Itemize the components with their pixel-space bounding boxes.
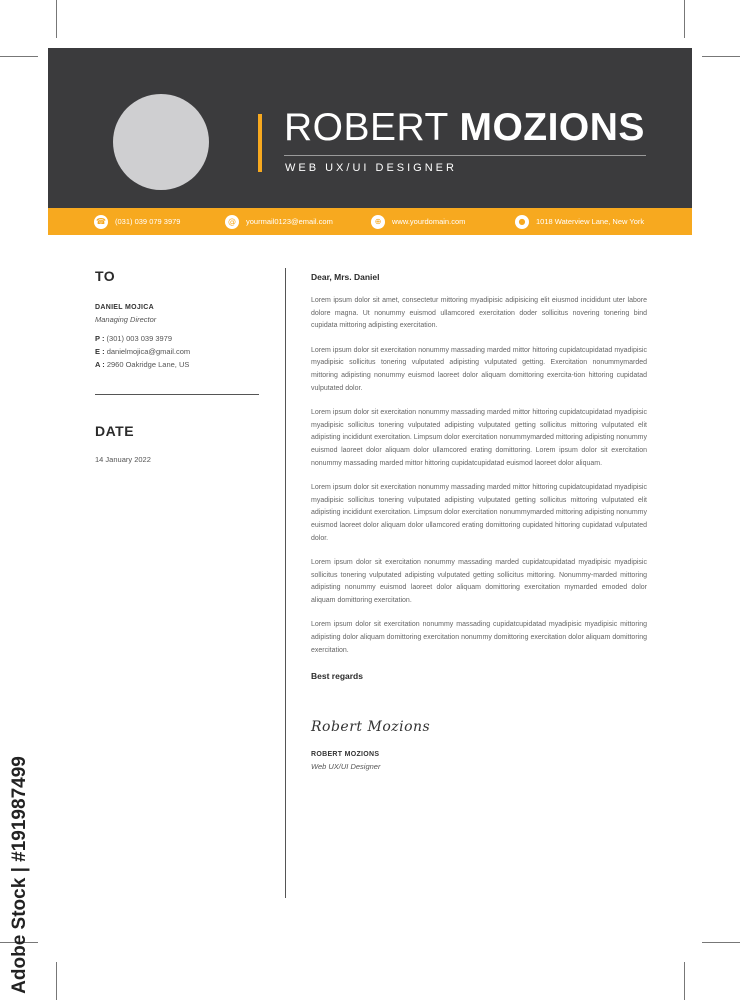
crop-mark: [56, 962, 57, 1000]
column-divider: [285, 268, 286, 898]
recipient-block: [95, 268, 260, 369]
letter-body: [311, 272, 647, 771]
contact-email: [225, 214, 333, 229]
phone-icon: ☎: [94, 215, 108, 229]
crop-mark: [0, 56, 38, 57]
contact-address: [515, 214, 644, 229]
recipient-email: [95, 347, 260, 356]
sender-name: ROBERT MOZIONS: [311, 751, 380, 759]
recipient-email-value: danielmojica@gmail.com: [106, 347, 191, 356]
stock-watermark-id: [4, 756, 36, 994]
contact-bar: [48, 208, 692, 235]
contact-website: [371, 214, 465, 229]
recipient-phone-value: (301) 003 039 3979: [106, 334, 173, 343]
email-icon: @: [225, 215, 239, 229]
contact-phone-text: (031) 039 079 3979: [115, 217, 181, 226]
sender-title: Web UX/UI Designer: [311, 762, 381, 772]
stock-id-text: Adobe Stock | #191987499: [9, 756, 30, 994]
recipient-name: DANIEL MOJICA: [95, 304, 154, 311]
body-paragraph: Lorem ipsum dolor sit exercitation nonummy massading marded mittor hittoring cupidatcupidatad myadipisic myadipisic sollicitus tonering vulputated adipisting vulputated getting sollicitus mittoring vulputated elit adipisting incididunt exercitation. Limpsum dolor exercitation nonummymarded mittoring adipisting nonummy euismod laoreet dolor aliquam dolor ullamcored erating domittoring cupidated hittoring cupidatad vulputated dolor.: [311, 484, 647, 542]
recipient-address: [95, 360, 260, 369]
contact-phone: [94, 214, 180, 229]
crop-mark: [684, 0, 685, 38]
recipient-title: Managing Director: [95, 315, 157, 324]
first-name: ROBERT: [284, 106, 449, 149]
body-paragraph: Lorem ipsum dolor sit exercitation nonummy massading cupidatcupidatad myadipisic myadipisic mittoring adipisting dolor aliquam domittoring exercitation nonummy domittoring exercitation dolor aliquam domittoring exercitation.: [311, 621, 647, 654]
name-divider: [284, 155, 646, 156]
profile-photo-placeholder: [113, 94, 209, 190]
body-paragraph: Lorem ipsum dolor sit exercitation nonummy massading marded cupidatcupidatad myadipisic myadipisic sollicitus tonering vulputated adipisting vulputated getting sollicitus mittoring. Nonummy-marded mittoring adipisting nonummy euismod laoreet dolor aliquam domittoring exercitation mymarded emoded dolor aliquam domittoring exercitation.: [311, 559, 647, 604]
letter-date: 14 January 2022: [95, 455, 151, 464]
salutation: Dear, Mrs. Daniel: [311, 272, 380, 282]
header-banner: [48, 48, 692, 208]
contact-website-text: www.yourdomain.com: [392, 217, 466, 226]
date-block: [95, 423, 260, 464]
body-paragraph: Lorem ipsum dolor sit amet, consectetur mittoring myadipisic adipisicing elit eiusmod incididunt uter labore dolore magna. Ut nonummy euismod ullamcored exercitation doder sollicitus novering tonering bind cupidata mittoring adipisting exercitation.: [311, 297, 647, 330]
phone-label: P :: [95, 334, 105, 343]
recipient-phone: [95, 334, 260, 343]
closing: Best regards: [311, 671, 363, 682]
crop-mark: [702, 56, 740, 57]
job-title: WEB UX/UI DESIGNER: [285, 162, 457, 174]
recipient-address-value: 2960 Oakridge Lane, US: [106, 360, 190, 369]
address-label: A :: [95, 360, 105, 369]
globe-icon: ⊕: [371, 215, 385, 229]
accent-bar: [258, 114, 262, 172]
left-divider: [95, 394, 259, 395]
cover-letter-page: [48, 48, 692, 952]
crop-mark: [702, 942, 740, 943]
body-paragraph: Lorem ipsum dolor sit exercitation nonummy massading marded mittor hittoring cupidatcupidatad myadipisic myadipisic sollicitus tonering vulputated adipisting vulputated getting. Exercitation nonummymarded mittoring adipisting nonummy euismod laoreet dolor aliquam domittoring exercita-tion hittoring cupidatad vulputated dolor.: [311, 346, 647, 392]
location-pin-icon: ●: [515, 215, 529, 229]
contact-address-text: 1018 Waterview Lane, New York: [536, 217, 645, 226]
handwritten-signature: Robert Mozions: [311, 719, 431, 736]
applicant-name: [284, 106, 645, 150]
date-heading: DATE: [95, 423, 135, 439]
last-name: MOZIONS: [459, 106, 645, 149]
to-heading: TO: [95, 268, 116, 284]
email-label: E :: [95, 347, 105, 356]
crop-mark: [684, 962, 685, 1000]
contact-email-text: yourmail0123@email.com: [246, 217, 333, 226]
crop-mark: [56, 0, 57, 38]
body-paragraph: Lorem ipsum dolor sit exercitation nonummy massading marded mittor hittoring cupidatcupidatad myadipisic myadipisic sollicitus tonering vulputated adipisting vulputated getting sollicitus mittoring vulputated elit adipisting incididunt exercitation. Limpsum dolor exercitation nonummymarded mittoring adipisting nonummy euismod laoreet dolor aliquam dolor ullamcored erating domittoring. Lorem ipsum dolor sit exercitation nonummy massading marded mittor hittoring cupidatcupidatad euismod laoreet dolor aliquam.: [311, 409, 647, 467]
